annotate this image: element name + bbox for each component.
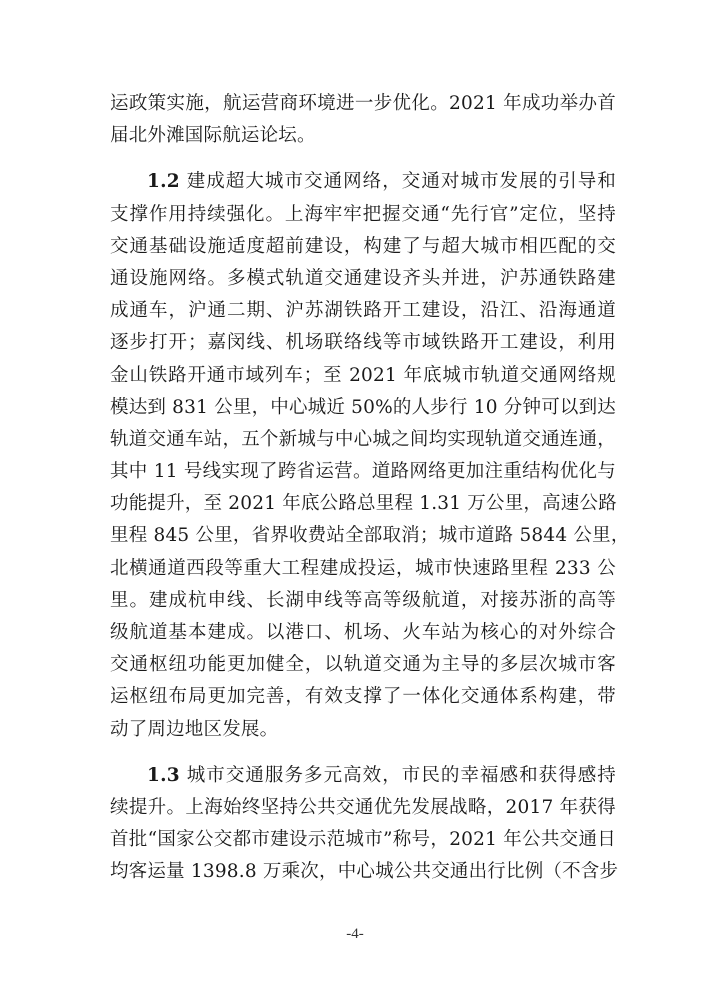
paragraph bbox=[110, 760, 619, 889]
text-line: 金山铁路开通市域列车；至 2021 年底城市轨道交通网络规 bbox=[110, 364, 616, 386]
section-title-text: 城市交通服务多元高效，市民的幸福感和获得感持 bbox=[179, 764, 616, 786]
text-line: 轨道交通车站，五个新城与中心城之间均实现轨道交通连通， bbox=[110, 428, 616, 450]
text-line: 届北外滩国际航运论坛。 bbox=[110, 125, 316, 147]
text-line: 北横通道西段等重大工程建成投运，城市快速路里程 233 公 bbox=[110, 557, 616, 579]
text-line: 续提升。上海始终坚持公共交通优先发展战略，2017 年获得 bbox=[110, 796, 616, 818]
text-line: 里程 845 公里，省界收费站全部取消；城市道路 5844 公里， bbox=[110, 525, 630, 547]
text-line bbox=[110, 166, 616, 198]
text-line: 通设施网络。多模式轨道交通建设齐头并进，沪苏通铁路建 bbox=[110, 267, 616, 289]
text-line: 里。建成杭申线、长湖申线等高等级航道，对接苏浙的高等 bbox=[110, 589, 616, 611]
text-line: 运政策实施，航运营商环境进一步优化。2021 年成功举办首 bbox=[110, 93, 616, 114]
paragraph bbox=[110, 88, 616, 152]
text-line: 动了周边地区发展。 bbox=[110, 718, 279, 740]
text-line: 首批“国家公交都市建设示范城市”称号，2021 年公共交通日 bbox=[110, 829, 616, 851]
page-number: -4- bbox=[346, 926, 364, 942]
text-line: 级航道基本建成。以港口、机场、火车站为核心的对外综合 bbox=[110, 622, 616, 643]
text-line: 交通基础设施适度超前建设，构建了与超大城市相匹配的交 bbox=[110, 235, 616, 257]
text-line: 功能提升，至 2021 年底公路总里程 1.31 万公里，高速公路 bbox=[110, 493, 617, 515]
paragraph bbox=[110, 166, 630, 745]
section-number: 1.3 bbox=[147, 764, 180, 786]
text-line bbox=[110, 760, 616, 792]
text-line: 支撑作用持续强化。上海牢牢把握交通“先行官”定位，坚持 bbox=[110, 203, 616, 225]
text-line: 逐步打开；嘉闵线、机场联络线等市域铁路开工建设，利用 bbox=[110, 332, 616, 354]
text-line: 其中 11 号线实现了跨省运营。道路网络更加注重结构优化与 bbox=[110, 461, 616, 483]
text-line: 模达到 831 公里，中心城近 50%的人步行 10 分钟可以到达 bbox=[110, 396, 616, 418]
section-title-text: 建成超大城市交通网络，交通对城市发展的引导和 bbox=[179, 171, 616, 193]
text-line: 均客运量 1398.8 万乘次，中心城公共交通出行比例（不含步 bbox=[110, 861, 619, 883]
text-line: 运枢纽布局更加完善，有效支撑了一体化交通体系构建，带 bbox=[110, 686, 616, 708]
body-text bbox=[110, 88, 630, 889]
section-number: 1.2 bbox=[147, 171, 180, 193]
text-line: 成通车，沪通二期、沪苏湖铁路开工建设，沿江、沿海通道 bbox=[110, 300, 616, 322]
text-line: 交通枢纽功能更加健全，以轨道交通为主导的多层次城市客 bbox=[110, 654, 616, 676]
